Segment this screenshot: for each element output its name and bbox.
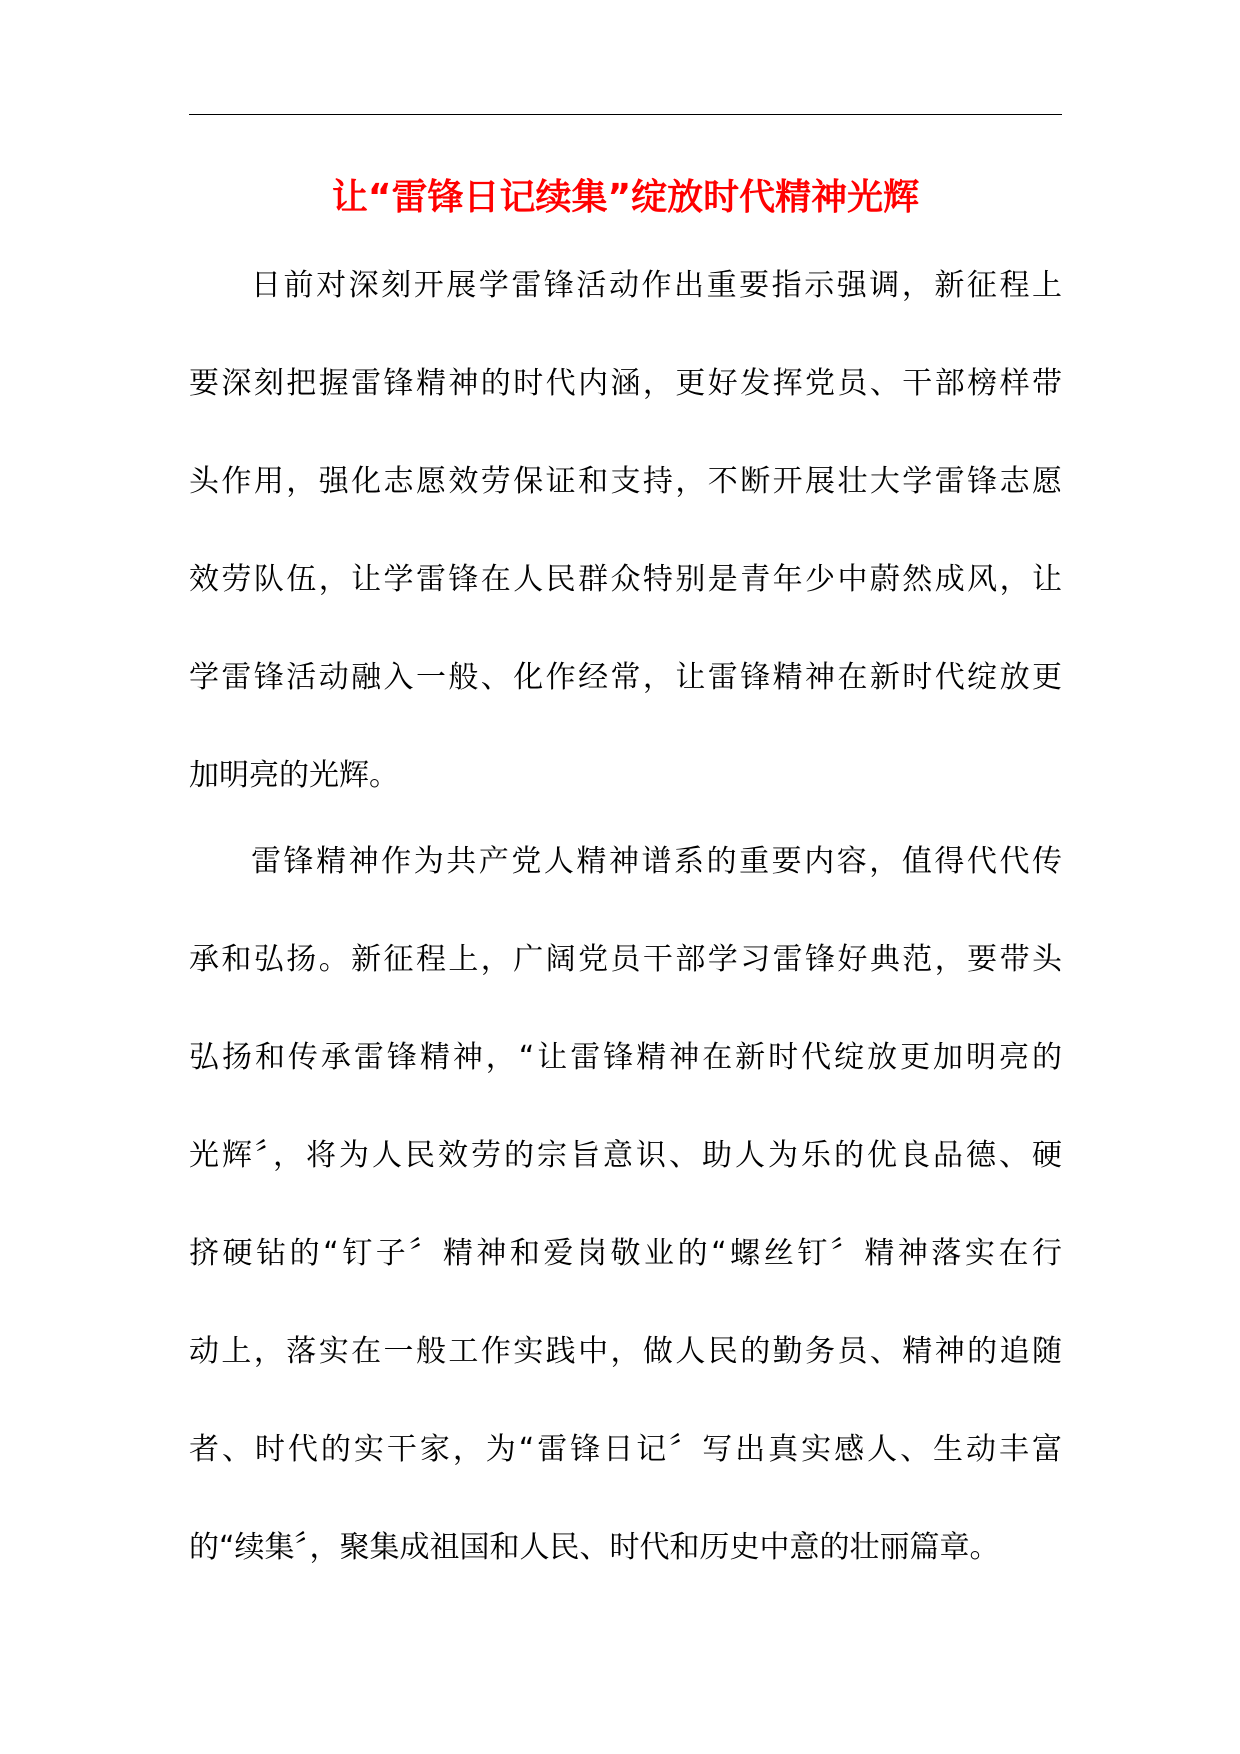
paragraph-line: 动上，落实在一般工作实践中，做人民的勤务员、精神的追随 — [189, 1334, 1062, 1369]
paragraph-line: 者、时代的实干家，为“雷锋日记〞写出真实感人、生动丰富 — [189, 1432, 1062, 1467]
paragraph-line: 头作用，强化志愿效劳保证和支持，不断开展壮大学雷锋志愿 — [189, 464, 1062, 499]
paragraph-line: 加明亮的光辉。 — [189, 758, 399, 793]
paragraph-line: 雷锋精神作为共产党人精神谱系的重要内容，值得代代传 — [251, 844, 1062, 879]
paragraph-line: 学雷锋活动融入一般、化作经常，让雷锋精神在新时代绽放更 — [189, 660, 1062, 695]
document-title: 让“雷锋日记续集”绽放时代精神光辉 — [331, 177, 920, 218]
paragraph-line: 效劳队伍，让学雷锋在人民群众特别是青年少中蔚然成风，让 — [189, 562, 1062, 597]
header-rule — [189, 114, 1062, 115]
paragraph-line: 光辉〞，将为人民效劳的宗旨意识、助人为乐的优良品德、硬 — [189, 1138, 1062, 1173]
paragraph-line: 日前对深刻开展学雷锋活动作出重要指示强调，新征程上 — [251, 268, 1062, 303]
paragraph-line: 的“续集〞，聚集成祖国和人民、时代和历史中意的壮丽篇章。 — [189, 1530, 1000, 1565]
paragraph-line: 承和弘扬。新征程上，广阔党员干部学习雷锋好典范，要带头 — [189, 942, 1062, 977]
paragraph-line: 要深刻把握雷锋精神的时代内涵，更好发挥党员、干部榜样带 — [189, 366, 1062, 401]
paragraph-line: 挤硬钻的“钉子〞精神和爱岗敬业的“螺丝钉〞精神落实在行 — [189, 1236, 1062, 1271]
paragraph-line: 弘扬和传承雷锋精神，“让雷锋精神在新时代绽放更加明亮的 — [189, 1040, 1062, 1075]
paragraph-1 — [189, 237, 1062, 825]
paragraph-2 — [189, 813, 1062, 1597]
